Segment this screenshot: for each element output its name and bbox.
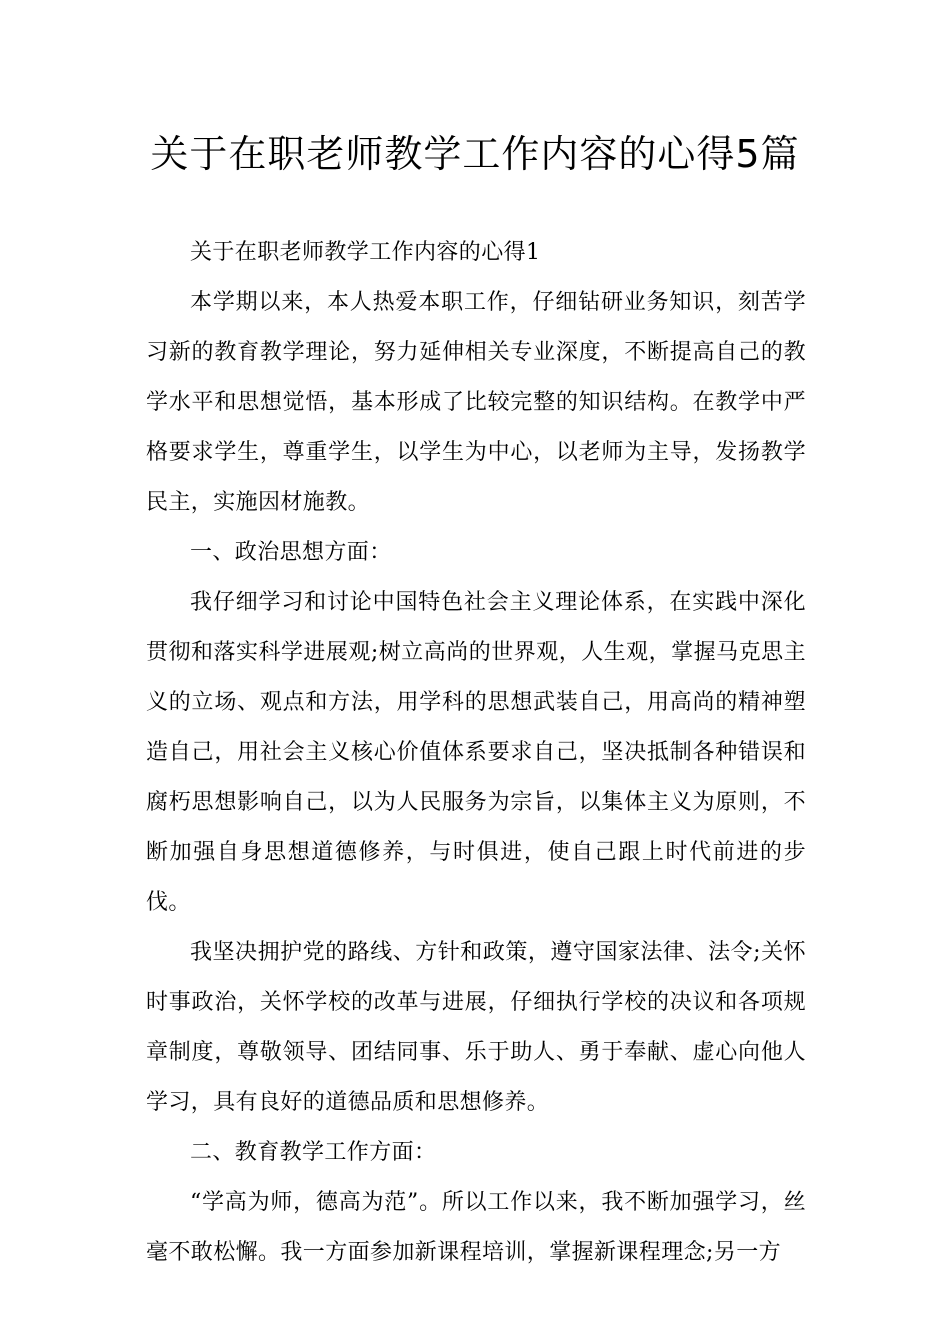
section-heading: 二、教育教学工作方面：: [190, 1140, 437, 1165]
body-paragraph: 我坚决拥护党的路线、方针和政策，遵守国家法律、法令;关怀时事政治，关怀学校的改革与进展，仔细执行学校的决议和各项规章制度，尊敬领导、团结同事、乐于助人、勇于奉献、虚心向他人学习，具有良好的道德品质和思想修养。: [146, 940, 806, 1115]
body-paragraph: 本学期以来，本人热爱本职工作，仔细钻研业务知识，刻苦学习新的教育教学理论，努力延伸相关专业深度，不断提高自己的教学水平和思想觉悟，基本形成了比较完整的知识结构。在教学中严格要求学生，尊重学生，以学生为中心，以老师为主导，发扬教学民主，实施因材施教。: [146, 290, 806, 515]
section-heading: 一、政治思想方面：: [190, 540, 392, 565]
document-title: 关于在职老师教学工作内容的心得5篇: [150, 132, 800, 176]
body-paragraph: 我仔细学习和讨论中国特色社会主义理论体系，在实践中深化贯彻和落实科学进展观;树立高尚的世界观，人生观，掌握马克思主义的立场、观点和方法，用学科的思想武装自己，用高尚的精神塑造自己，用社会主义核心价值体系要求自己，坚决抵制各种错误和腐朽思想影响自己，以为人民服务为宗旨，以集体主义为原则，不断加强自身思想道德修养，与时俱进，使自己跟上时代前进的步伐。: [146, 590, 806, 915]
body-paragraph: “学高为师，德高为范”。所以工作以来，我不断加强学习，丝毫不敢松懈。我一方面参加新课程培训，掌握新课程理念;另一方: [146, 1190, 806, 1265]
section-heading: 关于在职老师教学工作内容的心得1: [190, 240, 541, 265]
document-body: [146, 228, 806, 1278]
